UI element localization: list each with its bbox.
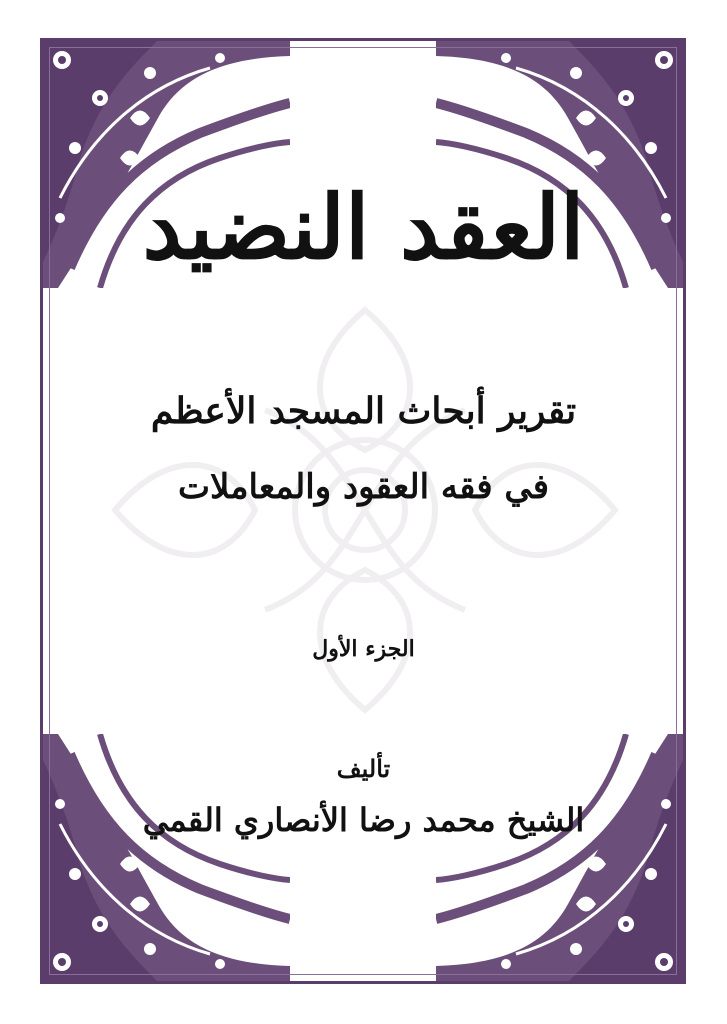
author-name: الشيخ محمد رضا الأنصاري القمي	[142, 801, 585, 839]
author-label: تأليف	[336, 754, 391, 783]
book-title: العقد النضيد	[142, 175, 585, 279]
volume-label: الجزء الأول	[312, 636, 415, 662]
book-subtitle-line2: في فقه العقود والمعاملات	[177, 467, 550, 507]
book-subtitle-line1: تقرير أبحاث المسجد الأعظم	[150, 390, 577, 432]
